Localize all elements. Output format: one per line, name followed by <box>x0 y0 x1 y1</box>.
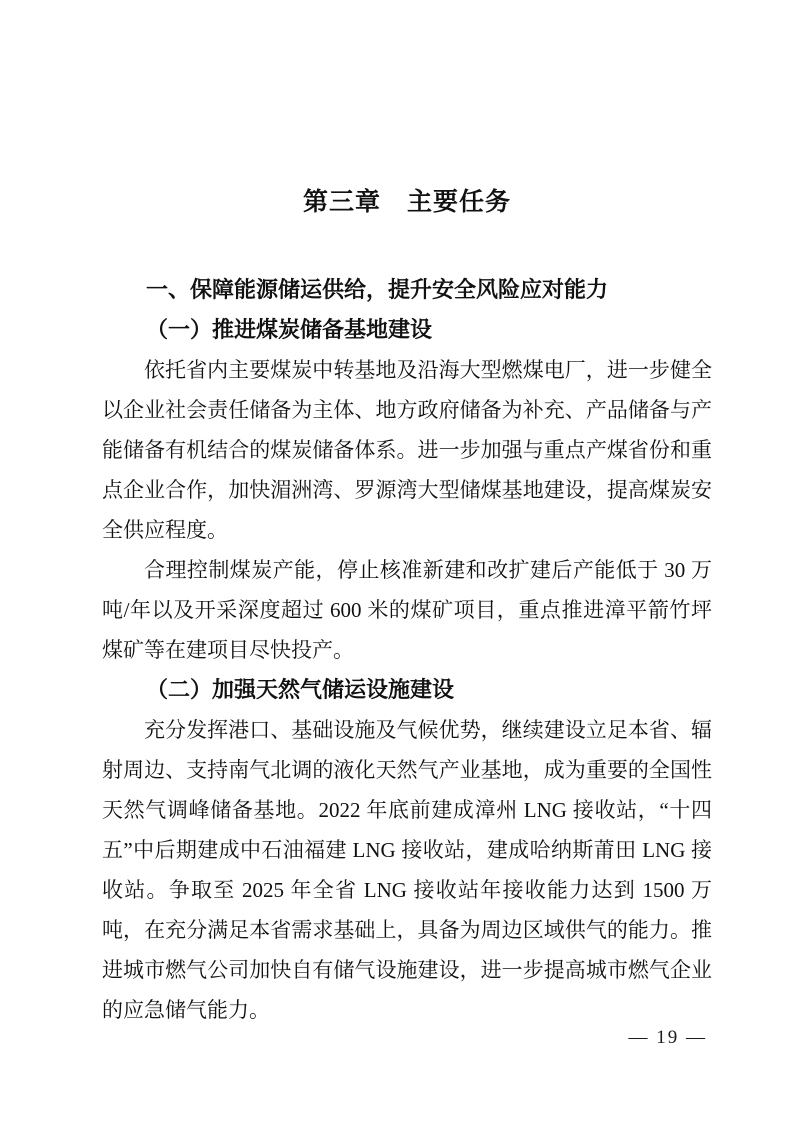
section-heading-1: 一、保障能源储运供给，提升安全风险应对能力 <box>146 277 609 302</box>
subsection-heading-coal-reserve: （一）推进煤炭储备基地建设 <box>146 317 433 342</box>
paragraph-lng-development: 充分发挥港口、基础设施及气候优势，继续建设立足本省、辐射周边、支持南气北调的液化天然气产业基地，成为重要的全国性天然气调峰储备基地。2022 年底前建成漳州 LNG 接收站，“十四五”中后期建成中石油福建 LNG 接收站，建成哈纳斯莆田 LNG 接收站。争取至 2025 年全省 LNG 接收站年接收能力达到 1500 万吨，在充分满足本省需求基础上，具备为周边区域供气的能力。推进城市燃气公司加快自有储气设施建设，进一步提高城市燃气企业的应急储气能力。 <box>102 718 712 1022</box>
subsection-heading-natural-gas: （二）加强天然气储运设施建设 <box>146 677 455 702</box>
paragraph-coal-reserve-system: 依托省内主要煤炭中转基地及沿海大型燃煤电厂，进一步健全以企业社会责任储备为主体、地方政府储备为补充、产品储备与产能储备有机结合的煤炭储备体系。进一步加强与重点产煤省份和重点企业合作，加快湄洲湾、罗源湾大型储煤基地建设，提高煤炭安全供应程度。 <box>102 358 712 542</box>
page-number: — 19 — <box>628 1027 707 1048</box>
page-content <box>102 0 712 1030</box>
paragraph-coal-capacity-control: 合理控制煤炭产能，停止核准新建和改扩建后产能低于 30 万吨/年以及开采深度超过 600 米的煤矿项目，重点推进漳平箭竹坪煤矿等在建项目尽快投产。 <box>102 558 712 662</box>
chapter-title: 第三章 主要任务 <box>302 188 511 216</box>
